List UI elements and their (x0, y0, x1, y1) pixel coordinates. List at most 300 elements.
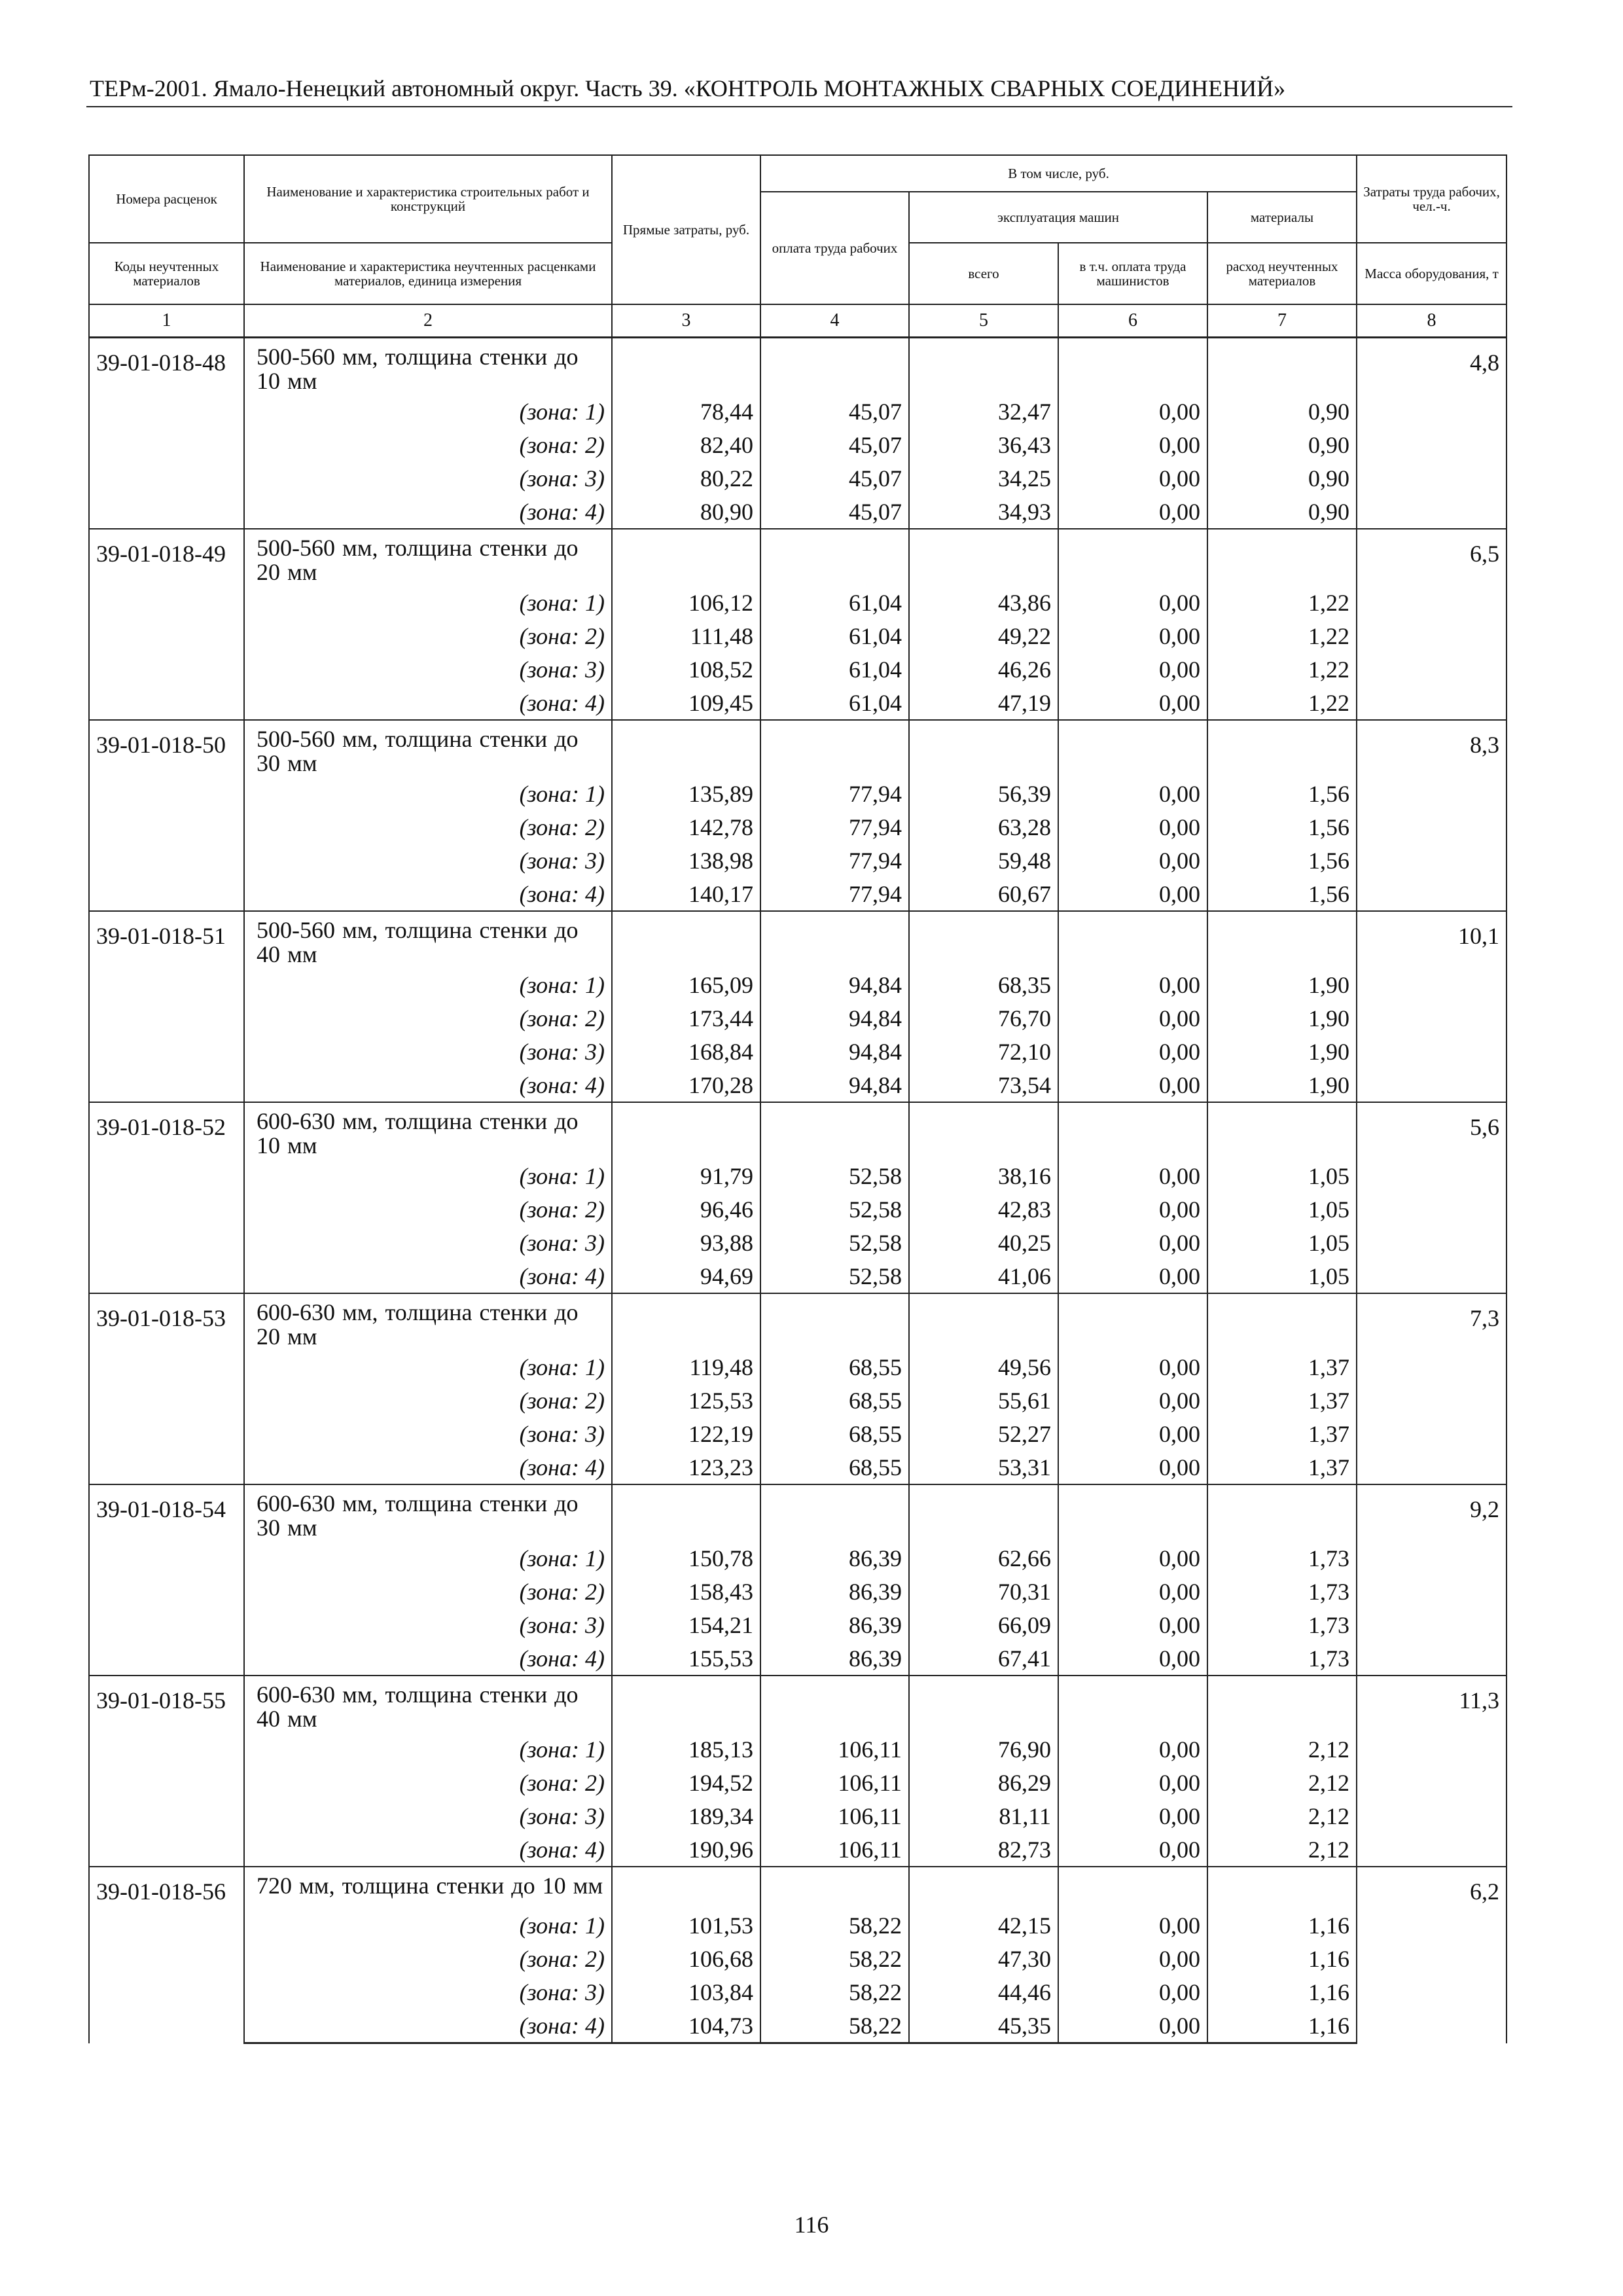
materials-value: 2,12 (1207, 1766, 1357, 1799)
materials-value: 2,12 (1207, 1732, 1357, 1766)
zone-label: (зона: 4) (244, 2009, 612, 2043)
labor-pay-value: 86,39 (760, 1641, 909, 1676)
materials-value: 1,05 (1207, 1193, 1357, 1226)
machine-total-value: 81,11 (909, 1799, 1058, 1833)
zone-row (89, 428, 1507, 461)
zone-row (89, 1732, 1507, 1766)
labor-costs-value: 11,3 (1357, 1676, 1507, 1867)
empty-cell (760, 1676, 909, 1732)
zone-row (89, 877, 1507, 911)
machine-total-value: 47,19 (909, 686, 1058, 720)
zone-row (89, 1641, 1507, 1676)
labor-costs-value: 6,5 (1357, 529, 1507, 720)
zone-row (89, 586, 1507, 619)
col-including: В том числе, руб. (760, 155, 1357, 192)
machine-labor-value: 0,00 (1058, 1942, 1207, 1975)
direct-costs-value: 150,78 (612, 1541, 760, 1575)
empty-cell (1207, 338, 1357, 395)
direct-costs-value: 140,17 (612, 877, 760, 911)
rate-code: 39-01-018-48 (89, 338, 244, 529)
zone-row (89, 1350, 1507, 1384)
zone-label: (зона: 2) (244, 619, 612, 653)
empty-cell (760, 1867, 909, 1909)
col-equipment-mass: Масса оборудования, т (1357, 243, 1507, 304)
machine-labor-value: 0,00 (1058, 1799, 1207, 1833)
machine-labor-value: 0,00 (1058, 686, 1207, 720)
materials-value: 1,16 (1207, 2009, 1357, 2043)
rate-description: 500-560 мм, толщина стенки до 20 мм (244, 529, 612, 586)
machine-total-value: 38,16 (909, 1159, 1058, 1193)
machine-labor-value: 0,00 (1058, 1766, 1207, 1799)
zone-label: (зона: 1) (244, 1541, 612, 1575)
labor-pay-value: 77,94 (760, 877, 909, 911)
labor-pay-value: 86,39 (760, 1608, 909, 1641)
machine-total-value: 62,66 (909, 1541, 1058, 1575)
labor-pay-value: 106,11 (760, 1833, 909, 1867)
machine-labor-value: 0,00 (1058, 1001, 1207, 1035)
empty-cell (612, 1867, 760, 1909)
labor-pay-value: 68,55 (760, 1450, 909, 1484)
zone-label: (зона: 2) (244, 1193, 612, 1226)
machine-labor-value: 0,00 (1058, 844, 1207, 877)
zone-label: (зона: 4) (244, 877, 612, 911)
empty-cell (1058, 1293, 1207, 1350)
col-rate-number: Номера расценок (89, 155, 244, 243)
labor-pay-value: 68,55 (760, 1384, 909, 1417)
materials-value: 1,73 (1207, 1541, 1357, 1575)
machine-labor-value: 0,00 (1058, 1259, 1207, 1293)
materials-value: 1,37 (1207, 1350, 1357, 1384)
rate-row (89, 529, 1507, 586)
machine-total-value: 55,61 (909, 1384, 1058, 1417)
zone-label: (зона: 1) (244, 395, 612, 428)
col-materials-unaccounted: расход неучтенных материалов (1207, 243, 1357, 304)
labor-pay-value: 61,04 (760, 619, 909, 653)
empty-cell (909, 720, 1058, 777)
table-header (89, 155, 1507, 338)
zone-label: (зона: 4) (244, 1833, 612, 1867)
labor-pay-value: 58,22 (760, 2009, 909, 2043)
col-labor-pay: оплата труда рабочих (760, 192, 909, 304)
zone-label: (зона: 1) (244, 968, 612, 1001)
direct-costs-value: 78,44 (612, 395, 760, 428)
direct-costs-value: 96,46 (612, 1193, 760, 1226)
rate-row (89, 338, 1507, 395)
machine-total-value: 76,70 (909, 1001, 1058, 1035)
machine-labor-value: 0,00 (1058, 2009, 1207, 2043)
labor-pay-value: 77,94 (760, 844, 909, 877)
empty-cell (760, 338, 909, 395)
materials-value: 1,05 (1207, 1259, 1357, 1293)
labor-costs-value: 6,2 (1357, 1867, 1507, 2043)
labor-pay-value: 45,07 (760, 395, 909, 428)
machine-labor-value: 0,00 (1058, 428, 1207, 461)
empty-cell (612, 1102, 760, 1159)
empty-cell (909, 1867, 1058, 1909)
zone-label: (зона: 4) (244, 495, 612, 529)
machine-total-value: 45,35 (909, 2009, 1058, 2043)
page-header: ТЕРм-2001. Ямало-Ненецкий автономный округ. Часть 39. «КОНТРОЛЬ МОНТАЖНЫХ СВАРНЫХ СОЕДИНЕНИЙ» (90, 75, 1286, 101)
zone-row (89, 495, 1507, 529)
machine-total-value: 73,54 (909, 1068, 1058, 1102)
empty-cell (612, 529, 760, 586)
zone-row (89, 619, 1507, 653)
zone-label: (зона: 2) (244, 428, 612, 461)
rate-code: 39-01-018-54 (89, 1484, 244, 1676)
zone-label: (зона: 4) (244, 1450, 612, 1484)
zone-label: (зона: 3) (244, 461, 612, 495)
empty-cell (1058, 338, 1207, 395)
col-number: 4 (760, 304, 909, 338)
machine-total-value: 46,26 (909, 653, 1058, 686)
empty-cell (760, 1293, 909, 1350)
direct-costs-value: 103,84 (612, 1975, 760, 2009)
labor-costs-value: 4,8 (1357, 338, 1507, 529)
machine-total-value: 66,09 (909, 1608, 1058, 1641)
materials-value: 1,90 (1207, 1068, 1357, 1102)
empty-cell (612, 338, 760, 395)
col-number: 1 (89, 304, 244, 338)
machine-labor-value: 0,00 (1058, 1384, 1207, 1417)
machine-labor-value: 0,00 (1058, 968, 1207, 1001)
zone-row (89, 1450, 1507, 1484)
labor-costs-value: 10,1 (1357, 911, 1507, 1102)
zone-label: (зона: 1) (244, 777, 612, 810)
direct-costs-value: 106,68 (612, 1942, 760, 1975)
materials-value: 1,73 (1207, 1641, 1357, 1676)
machine-total-value: 36,43 (909, 428, 1058, 461)
empty-cell (909, 1676, 1058, 1732)
materials-value: 1,05 (1207, 1226, 1357, 1259)
col-machine-operation: эксплуатация машин (909, 192, 1207, 243)
empty-cell (760, 529, 909, 586)
header-rule (86, 106, 1512, 107)
direct-costs-value: 142,78 (612, 810, 760, 844)
empty-cell (1058, 1676, 1207, 1732)
direct-costs-value: 165,09 (612, 968, 760, 1001)
direct-costs-value: 106,12 (612, 586, 760, 619)
machine-total-value: 44,46 (909, 1975, 1058, 2009)
rate-row (89, 720, 1507, 777)
machine-total-value: 67,41 (909, 1641, 1058, 1676)
zone-row (89, 2009, 1507, 2043)
machine-total-value: 43,86 (909, 586, 1058, 619)
rate-code: 39-01-018-52 (89, 1102, 244, 1293)
zone-label: (зона: 3) (244, 653, 612, 686)
machine-total-value: 52,27 (909, 1417, 1058, 1450)
materials-value: 1,05 (1207, 1159, 1357, 1193)
machine-total-value: 41,06 (909, 1259, 1058, 1293)
zone-row (89, 1575, 1507, 1608)
direct-costs-value: 82,40 (612, 428, 760, 461)
rate-code: 39-01-018-55 (89, 1676, 244, 1867)
labor-pay-value: 52,58 (760, 1159, 909, 1193)
zone-label: (зона: 2) (244, 1575, 612, 1608)
rate-description: 500-560 мм, толщина стенки до 30 мм (244, 720, 612, 777)
zone-label: (зона: 1) (244, 1909, 612, 1942)
zone-label: (зона: 1) (244, 1732, 612, 1766)
labor-pay-value: 77,94 (760, 810, 909, 844)
col-number: 6 (1058, 304, 1207, 338)
machine-labor-value: 0,00 (1058, 619, 1207, 653)
machine-total-value: 56,39 (909, 777, 1058, 810)
zone-label: (зона: 3) (244, 1226, 612, 1259)
rate-description: 600-630 мм, толщина стенки до 10 мм (244, 1102, 612, 1159)
labor-pay-value: 52,58 (760, 1259, 909, 1293)
empty-cell (612, 1676, 760, 1732)
labor-pay-value: 86,39 (760, 1575, 909, 1608)
machine-total-value: 82,73 (909, 1833, 1058, 1867)
empty-cell (1058, 911, 1207, 968)
rate-row (89, 1676, 1507, 1732)
materials-value: 0,90 (1207, 395, 1357, 428)
labor-pay-value: 58,22 (760, 1975, 909, 2009)
zone-row (89, 395, 1507, 428)
direct-costs-value: 101,53 (612, 1909, 760, 1942)
direct-costs-value: 108,52 (612, 653, 760, 686)
rate-row (89, 1484, 1507, 1541)
rate-code: 39-01-018-51 (89, 911, 244, 1102)
empty-cell (909, 1293, 1058, 1350)
direct-costs-value: 155,53 (612, 1641, 760, 1676)
machine-total-value: 49,22 (909, 619, 1058, 653)
zone-row (89, 1193, 1507, 1226)
labor-pay-value: 86,39 (760, 1541, 909, 1575)
labor-pay-value: 94,84 (760, 1035, 909, 1068)
empty-cell (1207, 1293, 1357, 1350)
labor-pay-value: 106,11 (760, 1732, 909, 1766)
direct-costs-value: 190,96 (612, 1833, 760, 1867)
zone-label: (зона: 3) (244, 1799, 612, 1833)
rate-row (89, 1867, 1507, 1909)
machine-labor-value: 0,00 (1058, 1975, 1207, 2009)
empty-cell (909, 1102, 1058, 1159)
empty-cell (909, 1484, 1058, 1541)
direct-costs-value: 94,69 (612, 1259, 760, 1293)
machine-total-value: 53,31 (909, 1450, 1058, 1484)
direct-costs-value: 111,48 (612, 619, 760, 653)
zone-row (89, 810, 1507, 844)
zone-row (89, 1159, 1507, 1193)
machine-total-value: 72,10 (909, 1035, 1058, 1068)
materials-value: 1,56 (1207, 844, 1357, 877)
direct-costs-value: 168,84 (612, 1035, 760, 1068)
machine-total-value: 32,47 (909, 395, 1058, 428)
zone-label: (зона: 3) (244, 1608, 612, 1641)
materials-value: 1,90 (1207, 1035, 1357, 1068)
labor-costs-value: 5,6 (1357, 1102, 1507, 1293)
col-number: 8 (1357, 304, 1507, 338)
zone-row (89, 1001, 1507, 1035)
machine-labor-value: 0,00 (1058, 1068, 1207, 1102)
empty-cell (760, 911, 909, 968)
col-number: 3 (612, 304, 760, 338)
col-labor-costs: Затраты труда рабочих, чел.-ч. (1357, 155, 1507, 243)
empty-cell (1058, 720, 1207, 777)
machine-labor-value: 0,00 (1058, 461, 1207, 495)
empty-cell (1058, 1484, 1207, 1541)
rate-code: 39-01-018-50 (89, 720, 244, 911)
price-table (88, 154, 1507, 2044)
col-rate-code: Коды неучтенных материалов (89, 243, 244, 304)
machine-total-value: 49,56 (909, 1350, 1058, 1384)
machine-labor-value: 0,00 (1058, 810, 1207, 844)
zone-label: (зона: 3) (244, 844, 612, 877)
labor-pay-value: 61,04 (760, 586, 909, 619)
direct-costs-value: 138,98 (612, 844, 760, 877)
zone-row (89, 968, 1507, 1001)
machine-labor-value: 0,00 (1058, 1417, 1207, 1450)
col-number: 7 (1207, 304, 1357, 338)
empty-cell (612, 1293, 760, 1350)
zone-label: (зона: 3) (244, 1975, 612, 2009)
materials-value: 0,90 (1207, 495, 1357, 529)
labor-costs-value: 7,3 (1357, 1293, 1507, 1484)
labor-pay-value: 61,04 (760, 686, 909, 720)
rate-code: 39-01-018-56 (89, 1867, 244, 2043)
direct-costs-value: 93,88 (612, 1226, 760, 1259)
machine-total-value: 70,31 (909, 1575, 1058, 1608)
labor-pay-value: 68,55 (760, 1417, 909, 1450)
empty-cell (612, 911, 760, 968)
zone-row (89, 844, 1507, 877)
machine-labor-value: 0,00 (1058, 1575, 1207, 1608)
zone-row (89, 1942, 1507, 1975)
materials-value: 2,12 (1207, 1799, 1357, 1833)
machine-total-value: 60,67 (909, 877, 1058, 911)
zone-label: (зона: 3) (244, 1417, 612, 1450)
machine-labor-value: 0,00 (1058, 777, 1207, 810)
machine-labor-value: 0,00 (1058, 1732, 1207, 1766)
zone-label: (зона: 2) (244, 1766, 612, 1799)
materials-value: 1,73 (1207, 1575, 1357, 1608)
machine-total-value: 59,48 (909, 844, 1058, 877)
empty-cell (760, 1102, 909, 1159)
machine-total-value: 76,90 (909, 1732, 1058, 1766)
materials-value: 1,16 (1207, 1975, 1357, 2009)
machine-labor-value: 0,00 (1058, 586, 1207, 619)
zone-label: (зона: 3) (244, 1035, 612, 1068)
zone-row (89, 653, 1507, 686)
machine-labor-value: 0,00 (1058, 1159, 1207, 1193)
machine-total-value: 34,93 (909, 495, 1058, 529)
zone-label: (зона: 1) (244, 1350, 612, 1384)
machine-total-value: 63,28 (909, 810, 1058, 844)
materials-value: 1,73 (1207, 1608, 1357, 1641)
materials-value: 1,22 (1207, 686, 1357, 720)
zone-label: (зона: 1) (244, 586, 612, 619)
empty-cell (909, 529, 1058, 586)
labor-costs-value: 9,2 (1357, 1484, 1507, 1676)
rate-description: 600-630 мм, толщина стенки до 30 мм (244, 1484, 612, 1541)
zone-row (89, 1608, 1507, 1641)
rate-row (89, 911, 1507, 968)
direct-costs-value: 119,48 (612, 1350, 760, 1384)
labor-pay-value: 45,07 (760, 495, 909, 529)
direct-costs-value: 170,28 (612, 1068, 760, 1102)
zone-row (89, 1417, 1507, 1450)
zone-label: (зона: 2) (244, 1384, 612, 1417)
zone-label: (зона: 4) (244, 1641, 612, 1676)
labor-pay-value: 45,07 (760, 428, 909, 461)
materials-value: 1,90 (1207, 968, 1357, 1001)
rate-description: 600-630 мм, толщина стенки до 40 мм (244, 1676, 612, 1732)
direct-costs-value: 125,53 (612, 1384, 760, 1417)
machine-labor-value: 0,00 (1058, 1193, 1207, 1226)
rate-description: 600-630 мм, толщина стенки до 20 мм (244, 1293, 612, 1350)
empty-cell (909, 338, 1058, 395)
labor-pay-value: 94,84 (760, 1068, 909, 1102)
zone-row (89, 686, 1507, 720)
empty-cell (1058, 1867, 1207, 1909)
direct-costs-value: 80,22 (612, 461, 760, 495)
empty-cell (1207, 720, 1357, 777)
labor-pay-value: 58,22 (760, 1942, 909, 1975)
direct-costs-value: 185,13 (612, 1732, 760, 1766)
zone-row (89, 1975, 1507, 2009)
zone-label: (зона: 2) (244, 810, 612, 844)
machine-total-value: 68,35 (909, 968, 1058, 1001)
labor-pay-value: 106,11 (760, 1766, 909, 1799)
direct-costs-value: 158,43 (612, 1575, 760, 1608)
rate-description: 720 мм, толщина стенки до 10 мм (244, 1867, 612, 1909)
empty-cell (612, 720, 760, 777)
direct-costs-value: 80,90 (612, 495, 760, 529)
direct-costs-value: 189,34 (612, 1799, 760, 1833)
empty-cell (1207, 1676, 1357, 1732)
machine-total-value: 47,30 (909, 1942, 1058, 1975)
machine-labor-value: 0,00 (1058, 653, 1207, 686)
materials-value: 1,56 (1207, 877, 1357, 911)
machine-labor-value: 0,00 (1058, 1541, 1207, 1575)
machine-labor-value: 0,00 (1058, 395, 1207, 428)
zone-row (89, 1035, 1507, 1068)
labor-pay-value: 106,11 (760, 1799, 909, 1833)
direct-costs-value: 122,19 (612, 1417, 760, 1450)
direct-costs-value: 173,44 (612, 1001, 760, 1035)
rate-code: 39-01-018-49 (89, 529, 244, 720)
direct-costs-value: 109,45 (612, 686, 760, 720)
zone-label: (зона: 4) (244, 1068, 612, 1102)
labor-costs-value: 8,3 (1357, 720, 1507, 911)
col-material-name: Наименование и характеристика неучтенных расценками материалов, единица измерения (244, 243, 612, 304)
materials-value: 1,37 (1207, 1417, 1357, 1450)
materials-value: 1,37 (1207, 1384, 1357, 1417)
empty-cell (612, 1484, 760, 1541)
materials-value: 1,90 (1207, 1001, 1357, 1035)
zone-label: (зона: 2) (244, 1001, 612, 1035)
materials-value: 1,22 (1207, 653, 1357, 686)
machine-total-value: 40,25 (909, 1226, 1058, 1259)
labor-pay-value: 61,04 (760, 653, 909, 686)
empty-cell (760, 1484, 909, 1541)
machine-labor-value: 0,00 (1058, 1909, 1207, 1942)
empty-cell (1207, 529, 1357, 586)
empty-cell (760, 720, 909, 777)
empty-cell (1207, 1484, 1357, 1541)
zone-label: (зона: 4) (244, 1259, 612, 1293)
zone-row (89, 1766, 1507, 1799)
empty-cell (1207, 911, 1357, 968)
rate-description: 500-560 мм, толщина стенки до 10 мм (244, 338, 612, 395)
col-materials: материалы (1207, 192, 1357, 243)
zone-label: (зона: 4) (244, 686, 612, 720)
empty-cell (1207, 1102, 1357, 1159)
materials-value: 2,12 (1207, 1833, 1357, 1867)
col-number: 2 (244, 304, 612, 338)
zone-row (89, 1068, 1507, 1102)
col-direct-costs: Прямые затраты, руб. (612, 155, 760, 304)
